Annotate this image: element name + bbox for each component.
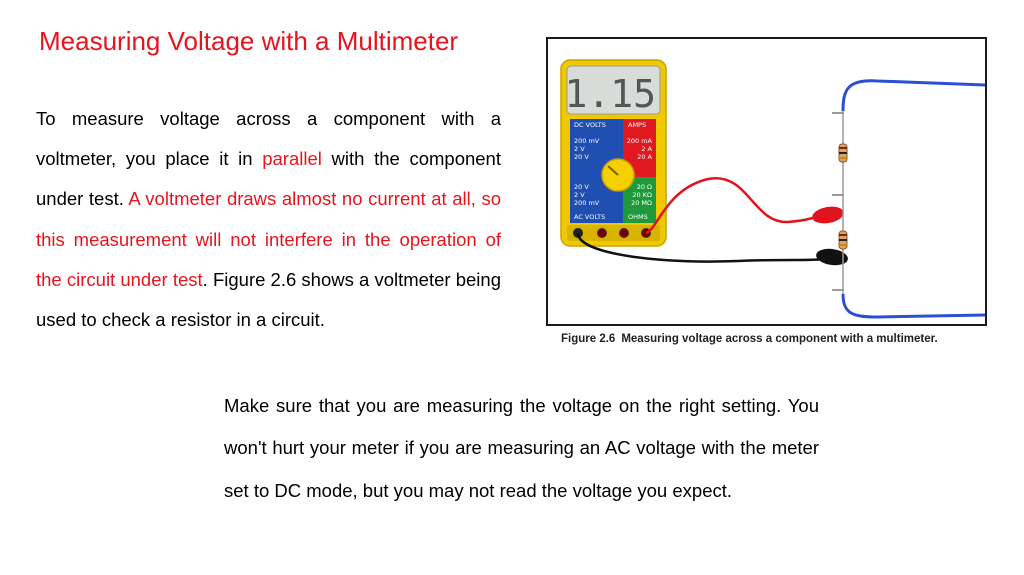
- figure-caption-text: Measuring voltage across a component with a multimeter.: [621, 333, 938, 345]
- ac-volts-label: AC VOLTS: [574, 213, 606, 221]
- ma-jack: [620, 229, 629, 238]
- intro-text-1: To measure voltage across a component with a voltmeter, you place it in: [36, 108, 501, 170]
- intro-paragraph: [36, 99, 501, 340]
- amp-range-1: 200 mA: [626, 137, 652, 145]
- dc-volts-label: DC VOLTS: [574, 121, 606, 129]
- intro-text-2: with the component under test.: [36, 148, 501, 210]
- amps-label: AMPS: [628, 121, 647, 129]
- multimeter-illustration: [548, 39, 985, 324]
- ac-range-3: 200 mV: [574, 199, 600, 207]
- figure-caption: [561, 333, 938, 345]
- dc-range-3: 20 V: [574, 153, 589, 161]
- dc-range-1: 200 mV: [574, 137, 600, 145]
- parallel-highlight: parallel: [262, 148, 322, 170]
- ohm-range-3: 20 MΩ: [631, 199, 652, 207]
- ohms-label: OHMS: [628, 213, 648, 221]
- slide-title: Measuring Voltage with a Multimeter: [39, 26, 459, 56]
- dc-range-2: 2 V: [574, 145, 585, 153]
- display-value: 1.15: [564, 72, 656, 116]
- setting-note-paragraph: Make sure that you are measuring the voltage on the right setting. You won't hurt your meter if you are measuring an AC voltage with the meter set to DC mode, but you may not read the voltage you expect.: [224, 395, 819, 501]
- amp-range-2: 2 A: [641, 145, 652, 153]
- red-probe: [811, 204, 845, 225]
- ohm-range-1: 20 Ω: [636, 183, 652, 191]
- amp-range-3: 20 A: [637, 153, 652, 161]
- black-probe: [815, 247, 849, 267]
- multimeter-figure: [546, 37, 987, 326]
- volt-jack: [598, 229, 607, 238]
- red-lead: [646, 178, 820, 233]
- figure-number: Figure 2.6: [561, 333, 616, 345]
- current-highlight: A voltmeter draws almost no current at all, so this measurement will not interfere in the operation of the circuit under test: [36, 188, 501, 290]
- ohm-range-2: 20 KΩ: [632, 191, 652, 199]
- ac-range-1: 20 V: [574, 183, 589, 191]
- ac-range-2: 2 V: [574, 191, 585, 199]
- top-wire: [843, 81, 985, 111]
- bottom-wire: [843, 294, 985, 317]
- intro-text-3: . Figure 2.6 shows a voltmeter being used to check a resistor in a circuit.: [36, 268, 501, 331]
